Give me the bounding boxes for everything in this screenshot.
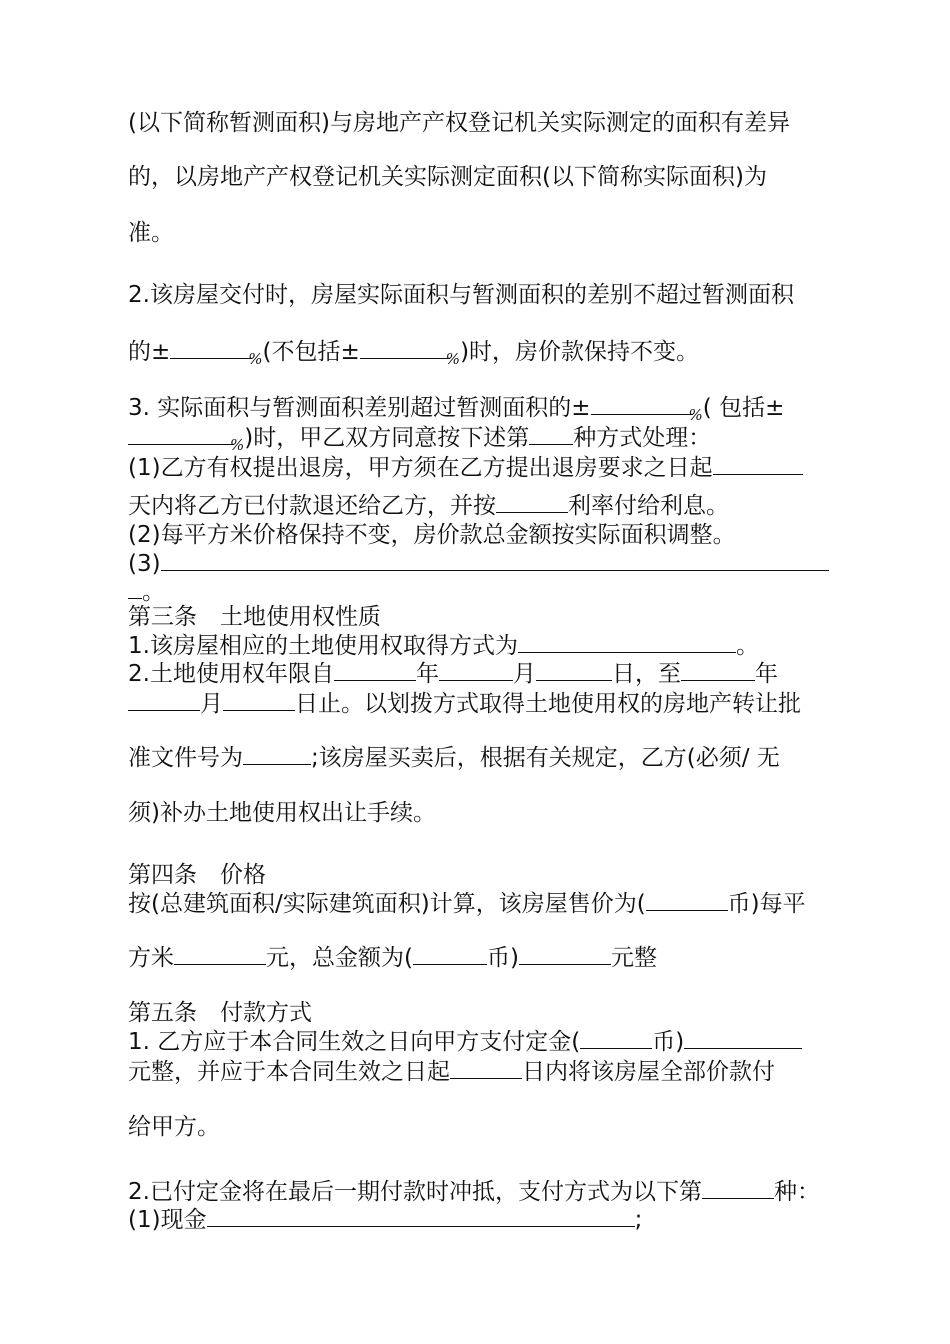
text: 月: [200, 691, 223, 717]
text: 第四条 价格: [128, 862, 266, 888]
text: 币): [652, 1029, 685, 1055]
text: (不包括±: [262, 339, 360, 365]
text: 1. 乙方应于本合同生效之日向甲方支付定金(: [128, 1029, 581, 1055]
text: 给甲方。: [128, 1114, 220, 1140]
text: 币)每平: [727, 891, 806, 917]
percent-sign: %: [230, 436, 245, 454]
text: 年: [415, 661, 439, 687]
text: )时，甲乙双方同意按下述第: [244, 425, 530, 451]
text: 2.土地使用权年限自: [128, 661, 334, 687]
blank-field[interactable]: [413, 942, 487, 965]
text-line: [128, 218, 848, 248]
text-line: [128, 888, 848, 919]
text: 日止。以划拨方式取得土地使用权的房地产转让批: [295, 691, 801, 717]
text: 1.该房屋相应的土地使用权取得方式为: [128, 633, 518, 659]
text: 2.已付定金将在最后一期付款时冲抵，支付方式为以下第: [128, 1179, 702, 1205]
text-line: [128, 336, 848, 374]
text: 第五条 付款方式: [128, 1000, 312, 1026]
text: 元整: [610, 945, 657, 971]
blank-field[interactable]: [450, 1056, 522, 1079]
text: 。: [142, 579, 165, 605]
text: 2.该房屋交付时，房屋实际面积与暂测面积的差别不超过暂测面积: [128, 282, 794, 308]
blank-field[interactable]: [360, 336, 450, 359]
text: 日内将该房屋全部价款付: [522, 1059, 775, 1085]
text-line: [128, 162, 848, 192]
blank-field[interactable]: [439, 658, 513, 681]
percent-sign: %: [688, 406, 703, 424]
text: 月: [512, 661, 536, 687]
section-heading: [128, 860, 848, 890]
text-line: [128, 1176, 848, 1207]
text: 利率付给利息。: [568, 493, 729, 519]
text: 方米: [128, 945, 174, 971]
text-line: [128, 520, 848, 550]
text: ( 包括±: [702, 395, 785, 421]
text: 元，总金额为(: [266, 945, 413, 971]
text: )时，房价款保持不变。: [460, 339, 700, 365]
text-line: [128, 630, 848, 661]
text: 的±: [128, 339, 171, 365]
text: ;该房屋买卖后，根据有关规定，乙方(必须/ 无: [311, 745, 780, 771]
blank-field[interactable]: [170, 336, 252, 359]
blank-field[interactable]: [518, 630, 736, 653]
text: 第三条 土地使用权性质: [128, 604, 381, 630]
blank-field[interactable]: [646, 888, 728, 911]
blank-field[interactable]: [174, 942, 266, 965]
text: 天内将乙方已付款退还给乙方，并按: [128, 493, 496, 519]
blank-field[interactable]: [702, 1176, 774, 1199]
blank-field[interactable]: [519, 942, 611, 965]
blank-field[interactable]: [536, 658, 612, 681]
blank-field[interactable]: [580, 1026, 652, 1049]
text-line: [128, 548, 848, 579]
text: 元整，并应于本合同生效之日起: [128, 1059, 450, 1085]
blank-field[interactable]: [207, 1204, 635, 1227]
blank-field[interactable]: [713, 452, 803, 475]
text: 准。: [128, 220, 174, 246]
text: 日，至: [611, 661, 681, 687]
section-heading: [128, 998, 848, 1028]
percent-sign: %: [445, 350, 461, 368]
text-line: [128, 1204, 848, 1235]
text-line: [128, 1112, 848, 1142]
text: 准文件号为: [128, 745, 243, 771]
blank-field[interactable]: [591, 392, 693, 415]
blank-field[interactable]: [128, 576, 142, 599]
blank-field[interactable]: [334, 658, 416, 681]
text: 币): [486, 945, 519, 971]
text: (1)乙方有权提出退房，甲方须在乙方提出退房要求之日起: [128, 455, 713, 481]
text-line: [128, 1056, 848, 1087]
text: 须)补办土地使用权出让手续。: [128, 800, 436, 826]
text-line: [128, 798, 848, 828]
blank-field[interactable]: [243, 742, 311, 765]
blank-field[interactable]: [161, 548, 829, 571]
text: 年: [754, 661, 778, 687]
clause-2: [128, 280, 848, 310]
text: (1)现金: [128, 1207, 207, 1233]
percent-sign: %: [248, 350, 263, 368]
text-line: [128, 658, 848, 689]
section-heading: [128, 602, 848, 632]
blank-field[interactable]: [529, 422, 573, 445]
text: (2)每平方米价格保持不变，房价款总金额按实际面积调整。: [128, 522, 736, 548]
text-line: [128, 742, 848, 773]
text: ;: [634, 1207, 643, 1233]
blank-field[interactable]: [128, 688, 200, 711]
text-line: [128, 688, 848, 719]
text-line: [128, 490, 848, 521]
text-line: [128, 1026, 848, 1057]
text: (3): [128, 551, 161, 577]
blank-field[interactable]: [496, 490, 568, 513]
text-line: [128, 452, 848, 483]
text: 种：: [773, 1179, 820, 1205]
blank-field[interactable]: [128, 422, 234, 445]
blank-field[interactable]: [684, 1026, 802, 1049]
text: 。: [735, 633, 759, 659]
blank-field[interactable]: [681, 658, 755, 681]
text: 种方式处理：: [573, 425, 712, 451]
text: 的，以房地产产权登记机关实际测定面积(以下简称实际面积)为: [128, 164, 767, 190]
text-line: [128, 108, 848, 138]
text-line: [128, 942, 848, 973]
text: (以下简称暂测面积)与房地产产权登记机关实际测定的面积有差异: [128, 110, 790, 136]
text: 按(总建筑面积/实际建筑面积)计算，该房屋售价为(: [128, 891, 646, 917]
blank-field[interactable]: [223, 688, 295, 711]
text: 3. 实际面积与暂测面积差别超过暂测面积的±: [128, 395, 591, 421]
